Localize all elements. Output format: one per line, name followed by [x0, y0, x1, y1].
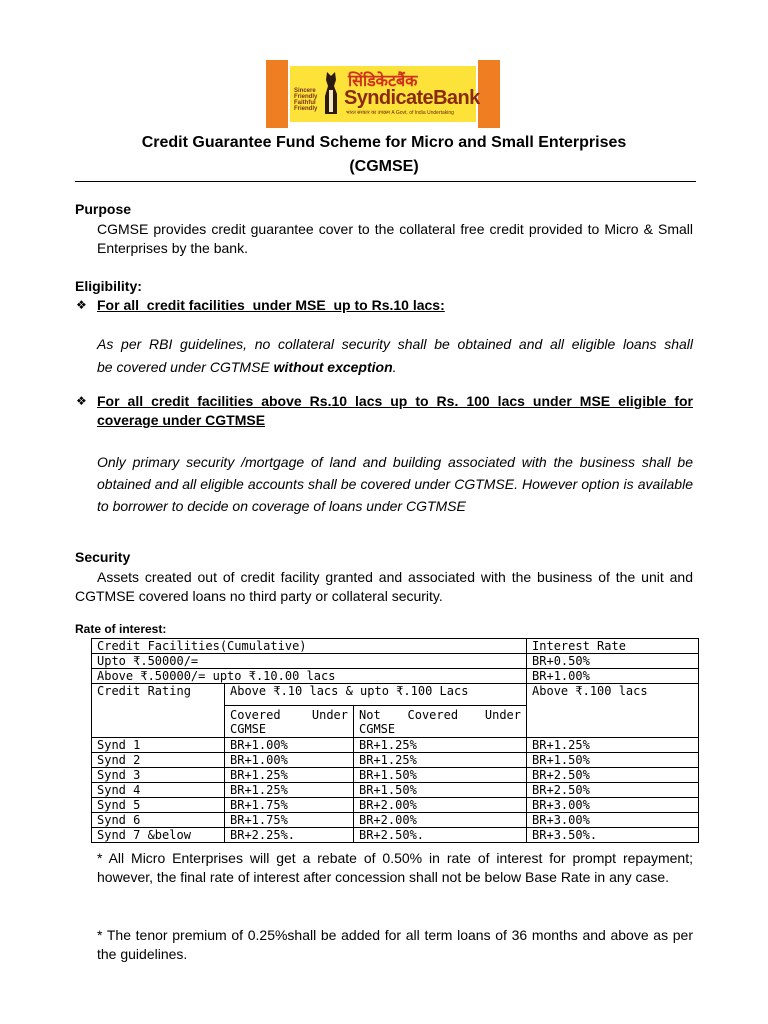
rate-of-interest-heading: Rate of interest: [75, 622, 167, 636]
not-covered-cell: BR+1.50% [354, 768, 527, 783]
table-row [92, 669, 699, 684]
eligibility-item1-heading: For all credit facilities under MSE up to Rs.10 lacs: [97, 297, 445, 313]
logo-left-bar [266, 60, 288, 128]
rating-cell: Synd 7 &below [92, 828, 225, 843]
table-row [92, 828, 699, 843]
rating-cell: Synd 2 [92, 753, 225, 768]
rate-cell: BR+1.00% [527, 669, 699, 684]
interest-rate-table [91, 638, 699, 843]
covered-cell: BR+1.00% [225, 738, 354, 753]
security-text: Assets created out of credit facility granted and associated with the business of the unit and CGTMSE covered loans no third party or collateral security. [75, 569, 693, 604]
table-row [92, 813, 699, 828]
diamond-bullet-icon: ❖ [76, 394, 87, 408]
header-mid-range: Above ₹.10 lacs & upto ₹.100 Lacs [225, 684, 527, 706]
above-100-cell: BR+3.00% [527, 798, 699, 813]
header-credit-rating: Credit Rating [92, 684, 225, 738]
eligibility-heading: Eligibility: [75, 278, 142, 294]
facility-cell: Upto ₹.50000/= [92, 654, 527, 669]
not-covered-cell: BR+2.00% [354, 798, 527, 813]
rating-cell: Synd 1 [92, 738, 225, 753]
without-exception-emphasis: without exception [273, 359, 393, 375]
above-100-cell: BR+1.25% [527, 738, 699, 753]
covered-cell: BR+1.25% [225, 768, 354, 783]
header-covered-cgmse: Covered Under CGMSE [225, 706, 354, 738]
covered-cell: BR+1.00% [225, 753, 354, 768]
not-covered-cell: BR+2.50%. [354, 828, 527, 843]
covered-cell: BR+1.75% [225, 798, 354, 813]
above-100-cell: BR+2.50% [527, 783, 699, 798]
covered-cell: BR+1.75% [225, 813, 354, 828]
security-heading: Security [75, 549, 131, 565]
above-100-cell: BR+2.50% [527, 768, 699, 783]
rating-cell: Synd 5 [92, 798, 225, 813]
purpose-text: CGMSE provides credit guarantee cover to the collateral free credit provided to Micro & Small Enterprises by the bank. [97, 221, 693, 256]
not-covered-cell: BR+1.25% [354, 753, 527, 768]
table-row [92, 738, 699, 753]
rebate-note: * All Micro Enterprises will get a rebate of 0.50% in rate of interest for prompt repayment; however, the final rate of interest after concession shall not be below Base Rate in any case. [97, 850, 693, 885]
table-row [92, 753, 699, 768]
eligibility-item2-text: Only primary security /mortgage of land and building associated with the business shall be obtained and all eligible accounts shall be covered under CGTMSE. However option is available to borrower to decide on coverage of loans under CGTMSE [97, 454, 693, 514]
table-row [92, 654, 699, 669]
title-divider [75, 181, 696, 182]
logo-hindi-name: सिंडिकेटबैंक [348, 73, 418, 90]
above-100-cell: BR+3.00% [527, 813, 699, 828]
header-credit-facilities: Credit Facilities(Cumulative) [92, 639, 527, 654]
header-not-covered-cgmse: Not Covered Under CGMSE [354, 706, 527, 738]
above-100-cell: BR+1.50% [527, 753, 699, 768]
logo-english-name: SyndicateBank [344, 87, 480, 109]
header-above-100-lacs: Above ₹.100 lacs [527, 684, 699, 738]
table-row [92, 798, 699, 813]
diamond-bullet-icon: ❖ [76, 298, 87, 312]
rating-header-row [92, 684, 699, 706]
facility-cell: Above ₹.50000/= upto ₹.10.00 lacs [92, 669, 527, 684]
purpose-heading: Purpose [75, 201, 132, 217]
rating-cell: Synd 6 [92, 813, 225, 828]
logo-tagline: Sincere Friendly Faithful Friendly [294, 88, 318, 112]
rating-cell: Synd 3 [92, 768, 225, 783]
document-title-line1: Credit Guarantee Fund Scheme for Micro and Small Enterprises [141, 134, 627, 151]
document-title-line2: (CGMSE) [349, 158, 419, 175]
eligibility-item2-heading: For all credit facilities above Rs.10 lacs up to Rs. 100 lacs under MSE eligible for coverage under CGTMSE [97, 393, 693, 428]
covered-cell: BR+2.25%. [225, 828, 354, 843]
header-interest-rate: Interest Rate [527, 639, 699, 654]
rating-cell: Synd 4 [92, 783, 225, 798]
not-covered-cell: BR+2.00% [354, 813, 527, 828]
table-header-row [92, 639, 699, 654]
covered-cell: BR+1.25% [225, 783, 354, 798]
rate-cell: BR+0.50% [527, 654, 699, 669]
table-row [92, 783, 699, 798]
eligibility-item1-line2: be covered under CGTMSE without exception. [97, 359, 397, 375]
syndicate-bank-logo [266, 60, 500, 128]
tenor-premium-note: * The tenor premium of 0.25%shall be added for all term loans of 36 months and above as per the guidelines. [97, 927, 693, 962]
dog-mascot-icon [321, 70, 341, 116]
not-covered-cell: BR+1.25% [354, 738, 527, 753]
not-covered-cell: BR+1.50% [354, 783, 527, 798]
above-100-cell: BR+3.50%. [527, 828, 699, 843]
eligibility-item1-line1: As per RBI guidelines, no collateral security shall be obtained and all eligible loans shall [97, 336, 693, 352]
table-row [92, 768, 699, 783]
logo-right-bar [478, 60, 500, 128]
logo-subtitle: भारत सरकार का उपक्रम A Govt. of India Undertaking [346, 110, 454, 116]
